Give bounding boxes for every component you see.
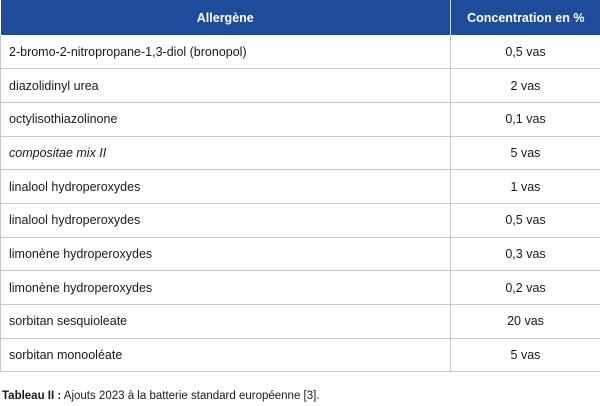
table-row (1, 237, 600, 271)
concentration-cell: 5 vas (451, 136, 600, 170)
concentration-cell: 0,3 vas (451, 237, 600, 271)
table-header-row (1, 0, 600, 35)
concentration-cell: 5 vas (451, 338, 600, 372)
table-row (1, 170, 600, 204)
allergen-cell: diazolidinyl urea (1, 69, 451, 103)
allergen-cell: sorbitan monooléate (1, 338, 451, 372)
concentration-cell: 0,5 vas (451, 203, 600, 237)
table-row (1, 69, 600, 103)
concentration-cell: 1 vas (451, 170, 600, 204)
table-row (1, 305, 600, 339)
concentration-cell: 0,5 vas (451, 35, 600, 69)
allergen-cell: limonène hydroperoxydes (1, 237, 451, 271)
header-allergen: Allergène (1, 0, 451, 35)
allergen-cell: octylisothiazolinone (1, 102, 451, 136)
allergen-cell: compositae mix II (1, 136, 451, 170)
allergen-cell: 2-bromo-2-nitropropane-1,3-diol (bronopol) (1, 35, 451, 69)
table-row (1, 203, 600, 237)
allergen-cell: limonène hydroperoxydes (1, 271, 451, 305)
caption-text: Ajouts 2023 à la batterie standard européenne [3]. (61, 390, 320, 402)
table-row (1, 35, 600, 69)
table-row (1, 271, 600, 305)
concentration-cell: 0,1 vas (451, 102, 600, 136)
caption-label: Tableau II : (2, 390, 62, 402)
concentration-cell: 0,2 vas (451, 271, 600, 305)
concentration-cell: 2 vas (451, 69, 600, 103)
table-row (1, 338, 600, 372)
allergen-cell: linalool hydroperoxydes (1, 170, 451, 204)
table-caption (2, 390, 320, 402)
table-row (1, 136, 600, 170)
allergen-cell: sorbitan sesquioleate (1, 305, 451, 339)
header-concentration: Concentration en % (451, 0, 600, 35)
table-row (1, 102, 600, 136)
concentration-cell: 20 vas (451, 305, 600, 339)
allergen-cell: linalool hydroperoxydes (1, 203, 451, 237)
